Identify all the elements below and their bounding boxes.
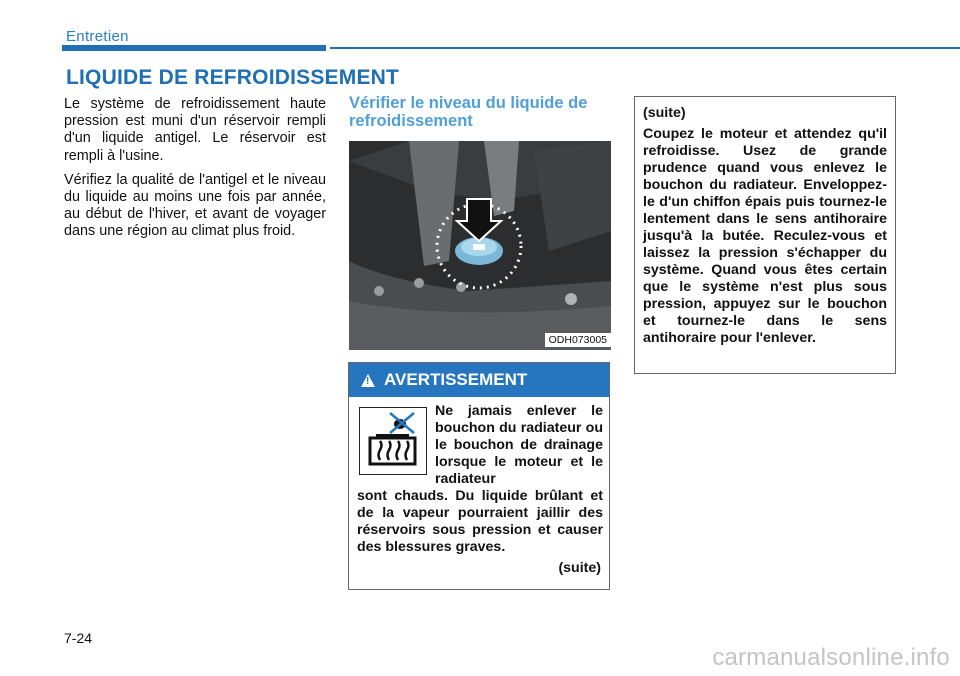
check-level-heading: Vérifier le niveau du liquide de refroidissement: [349, 94, 588, 130]
hot-radiator-warning-icon: [359, 407, 427, 475]
intro-column: [64, 96, 326, 248]
warning-title: AVERTISSEMENT: [384, 370, 528, 389]
page-title: LIQUIDE DE REFROIDISSEMENT: [66, 66, 400, 89]
intro-paragraph-2: Vérifiez la qualité de l'antigel et le niveau du liquide au moins une fois par année, au début de l'hiver, et avant de voyager dans une région au climat plus froid.: [64, 171, 326, 240]
note-text: Coupez le moteur et attendez qu'il refroidisse. Usez de grande prudence quand vous enlevez le bouchon du radiateur. Enveloppez-le d'un chiffon épais puis tournez-le lentement dans le sens antihoraire jusqu'à la butée. Reculez-vous et laissez la pression s'échapper du système. Quand vous êtes certain que le système n'est plus sous pression, appuyez sur le bouchon et tournez-le dans le sens antihoraire pour l'enlever.: [643, 126, 887, 346]
header-bar-thick: [62, 45, 326, 51]
section-label: Entretien: [66, 28, 129, 45]
warning-text-bottom: sont chauds. Du liquide brûlant et de la vapeur pourraient jaillir des réservoirs sous pression et causer des blessures graves.: [357, 488, 603, 555]
continued-note-box: [634, 96, 896, 374]
image-caption: ODH073005: [545, 333, 611, 347]
intro-paragraph-1: Le système de refroidissement haute pression est muni d'un réservoir rempli d'un liquide antigel. Le réservoir est rempli à l'usine.: [64, 96, 326, 164]
warning-text-top: Ne jamais enlever le bouchon du radiateur ou le bouchon de drainage lorsque le moteur et le radiateur: [435, 403, 603, 487]
warning-header: [349, 363, 609, 397]
note-continued-label: (suite): [643, 105, 686, 121]
watermark: carmanualsonline.info: [712, 644, 950, 671]
engine-bay-illustration: [349, 141, 611, 350]
warning-triangle-icon: !: [361, 374, 375, 387]
warning-box: [348, 362, 610, 590]
page-number: 7-24: [64, 630, 93, 646]
warning-continued: (suite): [558, 560, 601, 576]
header-bar-thin: [330, 47, 960, 49]
radiator-cap-photo: [349, 141, 611, 350]
